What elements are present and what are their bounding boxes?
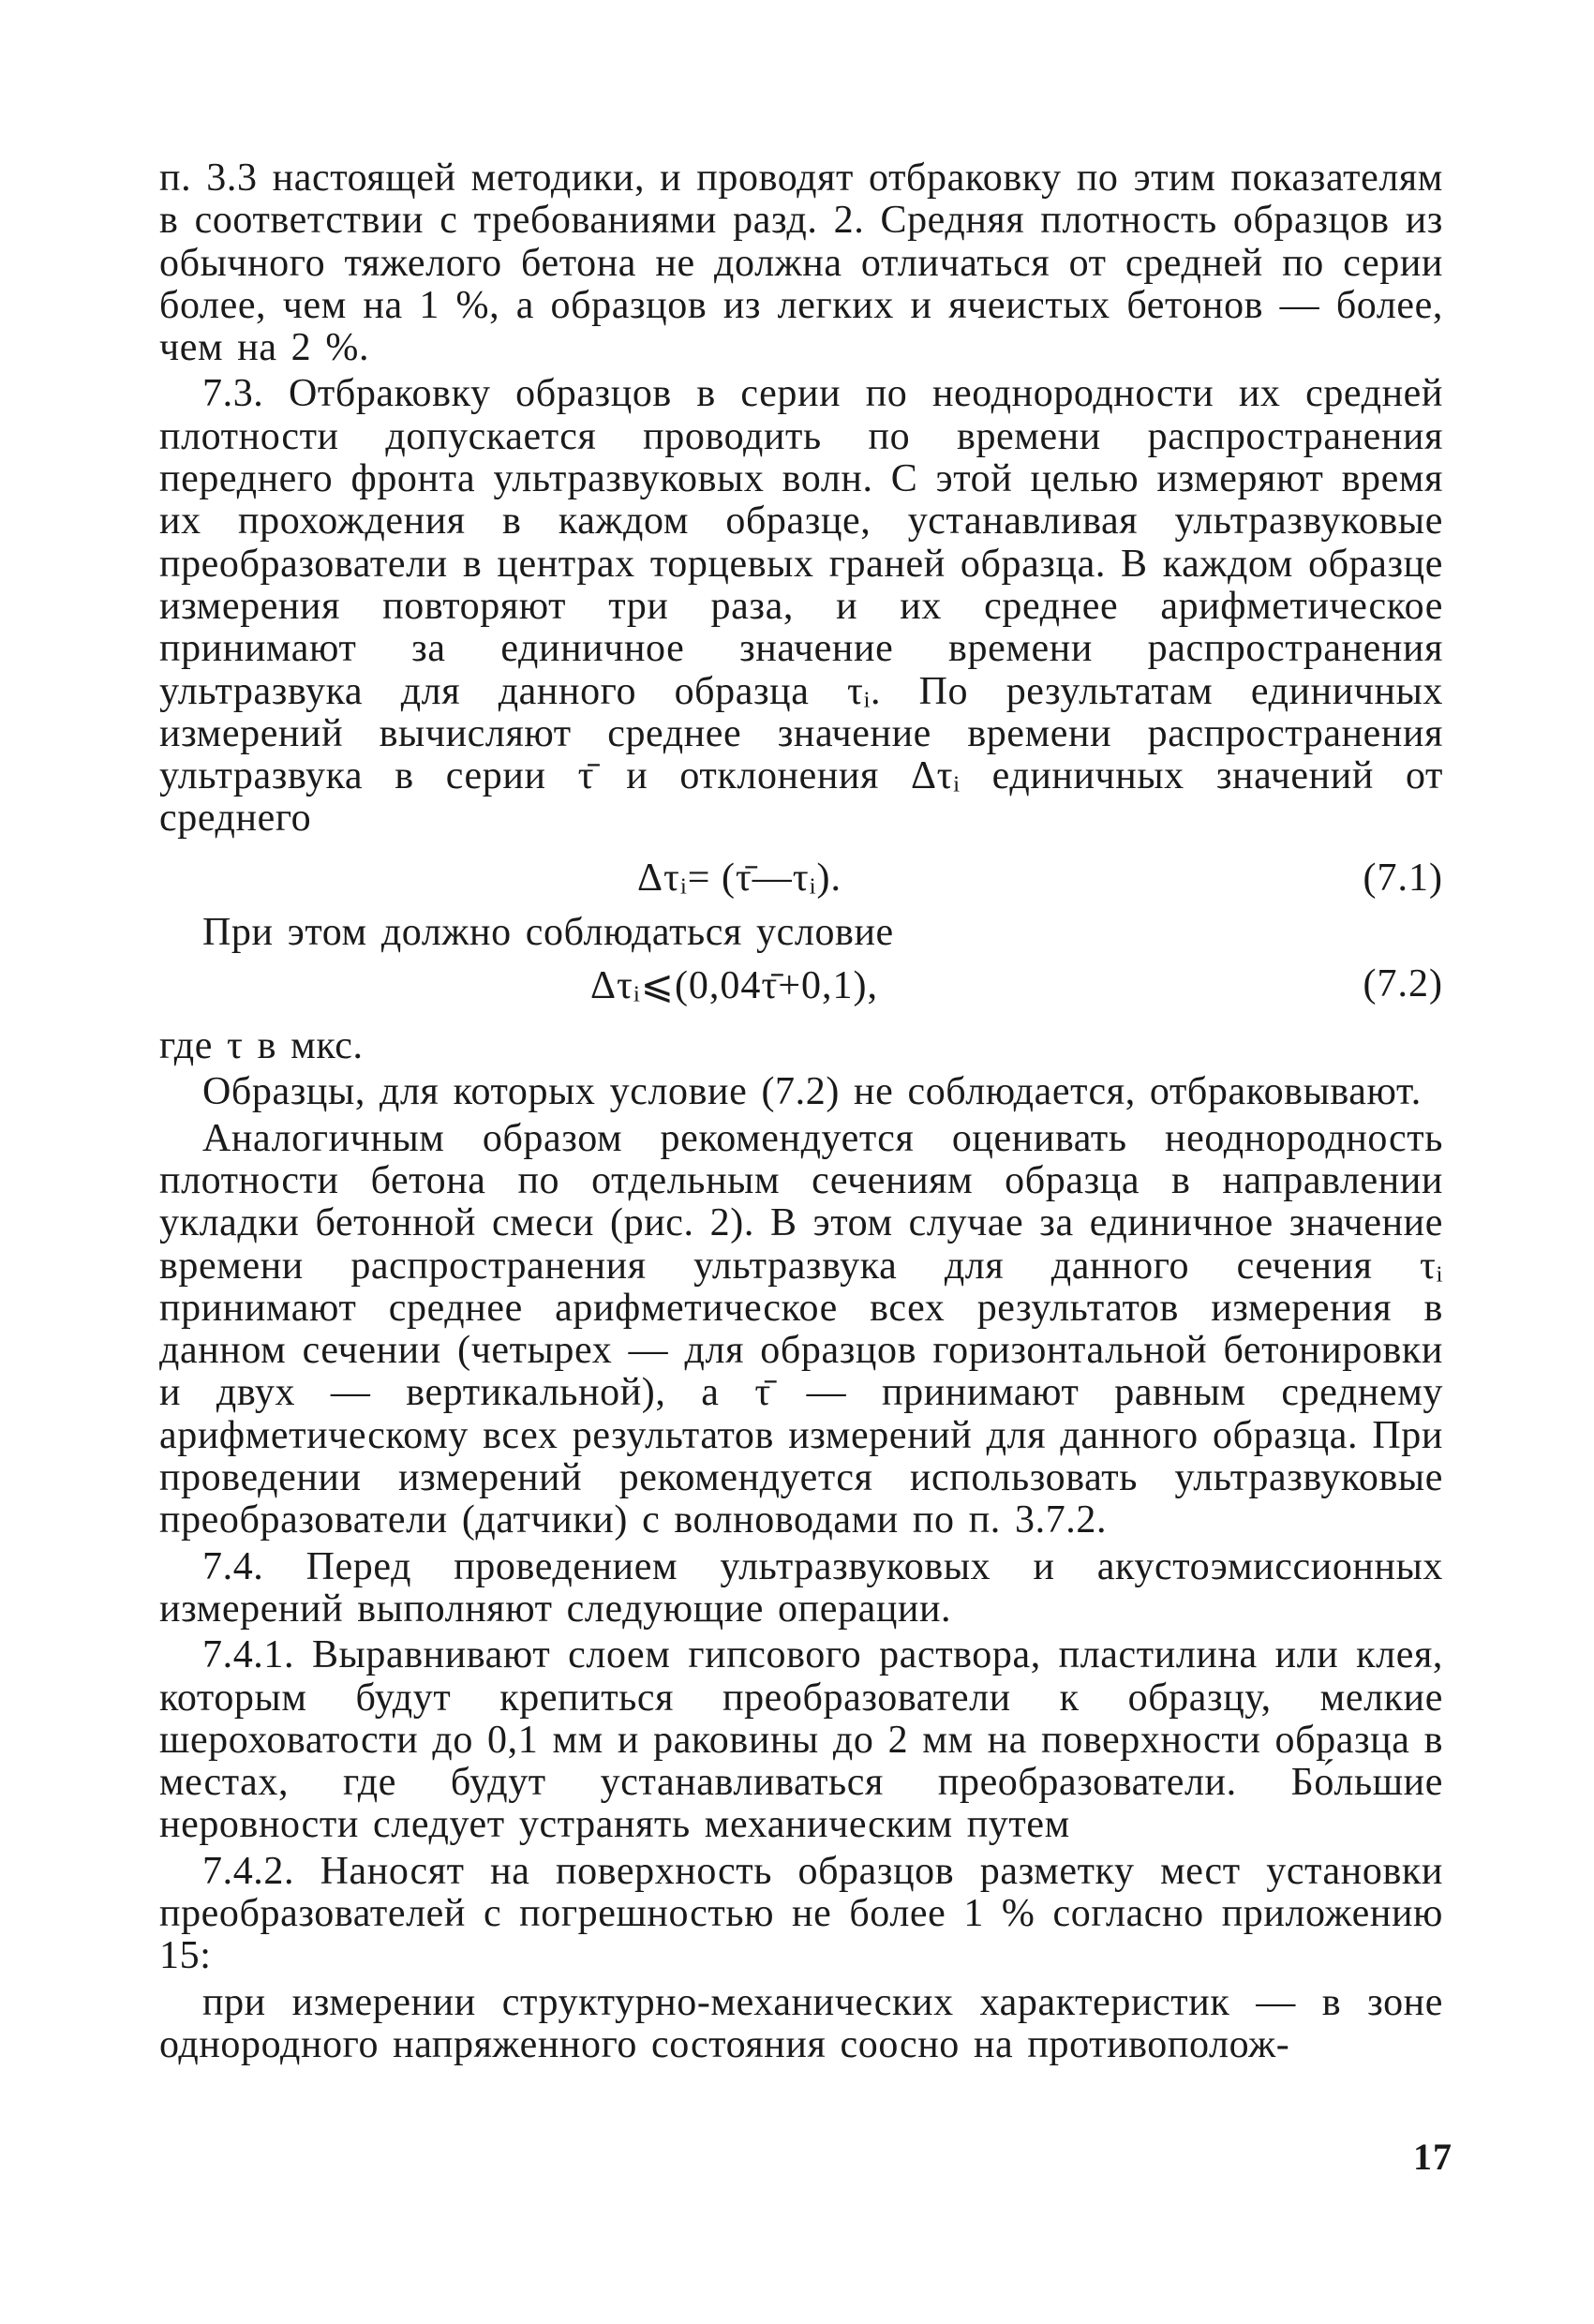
paragraph-7-3: 7.3. Отбраковку образцов в серии по неоднородности их средней плотности допускается проводить по времени распространения переднего фронта ультразвуковых волн. С этой целью измеряют время их прохождения в каждом образце, устанавливая ультразвуковые преобразователи в центрах торцевых граней образца. В каждом образце измерения повторяют три раза, и их среднее арифметическое принимают за единичное значение времени распространения ультразвука для данного образца τᵢ. По результатам единичных измерений вычисляют среднее значение времени распространения ультразвука в серии τ̄ и отклонения Δτᵢ единичных значений от среднего xyxy=(159,372,1443,841)
paragraph-section-nonuniformity: Аналогичным образом рекомендуется оценивать неоднородность плотности бетона по отдельным сечениям образца в направлении укладки бетонной смеси (рис. 2). В этом случае за единичное значение времени распространения ультразвука для данного сечения τᵢ принимают среднее арифметическое всех результатов измерения в данном сечении (четырех — для образцов горизонтальной бетонировки и двух — вертикальной), а τ̄ — принимают равным среднему арифметическому всех результатов измерений для данного образца. При проведении измерений рекомендуется использовать ультразвуковые преобразователи (датчики) с волноводами по п. 3.7.2. xyxy=(159,1116,1443,1542)
formula-7-1 xyxy=(159,844,1443,912)
paragraph-structural-measurement: при измерении структурно-механических характеристик — в зоне однородного напряженного состояния соосно на противополож- xyxy=(159,1980,1443,2066)
paragraph-7-4: 7.4. Перед проведением ультразвуковых и акустоэмиссионных измерений выполняют следующие операции. xyxy=(159,1544,1443,1631)
formula-7-1-expression: Δτᵢ= (τ̄—τᵢ). xyxy=(637,856,842,900)
paragraph-condition: При этом должно соблюдаться условие xyxy=(202,910,894,954)
formula-7-2-number: (7.2) xyxy=(1363,962,1443,1006)
paragraph-units: где τ в мкс. xyxy=(159,1024,364,1068)
paragraph-7-4-2: 7.4.2. Наносят на поверхность образцов разметку мест установки преобразователей с погрешностью не более 1 % согласно приложению 15: xyxy=(159,1849,1443,1978)
formula-7-1-number: (7.1) xyxy=(1363,856,1443,900)
document-page xyxy=(159,157,1443,2070)
page-number: 17 xyxy=(1413,2136,1452,2178)
paragraph-reject-condition: Образцы, для которых условие (7.2) не соблюдается, отбраковывают. xyxy=(202,1070,1422,1114)
paragraph-density-rejection: п. 3.3 настоящей методики, и проводят отбраковку по этим показателям в соответствии с требованиями разд. 2. Средняя плотность образцов из обычного тяжелого бетона не должна отличаться от средней по серии более, чем на 1 %, а образцов из легких и ячеистых бетонов — более, чем на 2 %. xyxy=(159,156,1443,370)
paragraph-7-4-1: 7.4.1. Выравнивают слоем гипсового раствора, пластилина или клея, которым будут крепиться преобразователи к образцу, мелкие шероховатости до 0,1 мм и раковины до 2 мм на поверхности образца в местах, где будут устанавливаться преобразователи. Бо́льшие неровности следует устранять механическим путем xyxy=(159,1633,1443,1847)
formula-7-2 xyxy=(159,958,1443,1025)
formula-7-2-expression: Δτᵢ⩽(0,04τ̄+0,1), xyxy=(590,964,878,1008)
